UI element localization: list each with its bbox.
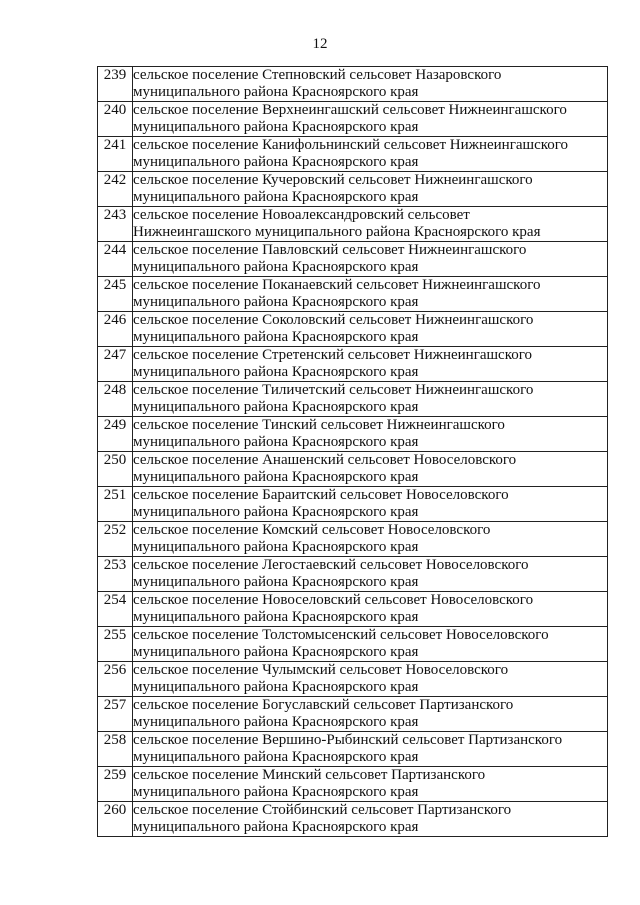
table-row [98,382,608,417]
row-name [133,312,608,347]
row-name-line-2: муниципального района Красноярского края [133,714,419,730]
row-name [133,557,608,592]
row-name [133,732,608,767]
row-name-line-1: сельское поселение Богуславский сельсовет Партизанского [133,697,514,713]
row-name-line-2: муниципального района Красноярского края [133,469,419,485]
table-row [98,277,608,312]
table-row [98,452,608,487]
row-name [133,137,608,172]
table-row [98,417,608,452]
row-number: 241 [98,137,133,172]
row-name [133,277,608,312]
row-name-line-1: сельское поселение Вершино-Рыбинский сельсовет Партизанского [133,732,563,748]
table-row [98,522,608,557]
row-number: 240 [98,102,133,137]
settlements-table [97,66,608,837]
row-number: 259 [98,767,133,802]
row-name-line-1: сельское поселение Комский сельсовет Новоселовского [133,522,491,538]
row-name-line-2: муниципального района Красноярского края [133,364,419,380]
table-row [98,347,608,382]
row-number: 245 [98,277,133,312]
row-name-line-2: Нижнеингашского муниципального района Красноярского края [133,224,541,240]
row-number: 255 [98,627,133,662]
row-name [133,802,608,837]
table-row [98,732,608,767]
row-name [133,627,608,662]
row-name [133,102,608,137]
row-number: 250 [98,452,133,487]
table-row [98,697,608,732]
row-number: 248 [98,382,133,417]
row-name-line-1: сельское поселение Соколовский сельсовет Нижнеингашского [133,312,534,328]
row-name-line-2: муниципального района Красноярского края [133,154,419,170]
row-number: 247 [98,347,133,382]
row-name-line-2: муниципального района Красноярского края [133,574,419,590]
row-name-line-1: сельское поселение Тиличетский сельсовет Нижнеингашского [133,382,534,398]
row-name-line-2: муниципального района Красноярского края [133,749,419,765]
row-name-line-1: сельское поселение Стретенский сельсовет Нижнеингашского [133,347,533,363]
row-name-line-2: муниципального района Красноярского края [133,189,419,205]
row-name [133,522,608,557]
row-number: 258 [98,732,133,767]
row-name [133,697,608,732]
row-name-line-2: муниципального района Красноярского края [133,609,419,625]
row-name [133,592,608,627]
table-row [98,802,608,837]
table-row [98,487,608,522]
row-number: 239 [98,67,133,102]
row-name-line-2: муниципального района Красноярского края [133,119,419,135]
row-name [133,417,608,452]
row-name-line-2: муниципального района Красноярского края [133,259,419,275]
row-name [133,382,608,417]
row-number: 256 [98,662,133,697]
row-name [133,207,608,242]
row-number: 260 [98,802,133,837]
row-name-line-2: муниципального района Красноярского края [133,399,419,415]
row-name-line-1: сельское поселение Минский сельсовет Партизанского [133,767,486,783]
row-name-line-1: сельское поселение Легостаевский сельсовет Новоселовского [133,557,529,573]
row-name-line-2: муниципального района Красноярского края [133,294,419,310]
table-row [98,172,608,207]
row-name [133,452,608,487]
table-row [98,557,608,592]
table-row [98,102,608,137]
row-name-line-1: сельское поселение Верхнеингашский сельсовет Нижнеингашского [133,102,567,118]
row-number: 257 [98,697,133,732]
row-name [133,767,608,802]
row-name-line-2: муниципального района Красноярского края [133,329,419,345]
row-name-line-1: сельское поселение Тинский сельсовет Нижнеингашского [133,417,505,433]
table-row [98,312,608,347]
row-number: 251 [98,487,133,522]
row-number: 253 [98,557,133,592]
row-name-line-1: сельское поселение Толстомысенский сельсовет Новоселовского [133,627,549,643]
row-name-line-1: сельское поселение Павловский сельсовет Нижнеингашского [133,242,527,258]
row-number: 242 [98,172,133,207]
row-number: 246 [98,312,133,347]
row-name-line-2: муниципального района Красноярского края [133,504,419,520]
row-name-line-1: сельское поселение Анашенский сельсовет Новоселовского [133,452,517,468]
row-name [133,487,608,522]
row-name-line-1: сельское поселение Стойбинский сельсовет Партизанского [133,802,512,818]
row-name [133,67,608,102]
table-row [98,662,608,697]
row-name-line-1: сельское поселение Чулымский сельсовет Новоселовского [133,662,509,678]
table-row [98,767,608,802]
row-name-line-2: муниципального района Красноярского края [133,679,419,695]
row-name [133,242,608,277]
page-number: 12 [312,36,328,52]
table-row [98,592,608,627]
table-row [98,242,608,277]
row-name-line-1: сельское поселение Бараитский сельсовет Новоселовского [133,487,509,503]
row-name [133,662,608,697]
row-name-line-1: сельское поселение Поканаевский сельсовет Нижнеингашского [133,277,541,293]
row-name-line-2: муниципального района Красноярского края [133,644,419,660]
row-number: 243 [98,207,133,242]
table-row [98,207,608,242]
row-name-line-1: сельское поселение Степновский сельсовет Назаровского [133,67,502,83]
row-name [133,172,608,207]
row-number: 254 [98,592,133,627]
row-name-line-1: сельское поселение Канифольнинский сельсовет Нижнеингашского [133,137,569,153]
table-row [98,137,608,172]
row-name-line-2: муниципального района Красноярского края [133,539,419,555]
row-number: 252 [98,522,133,557]
table-row [98,67,608,102]
row-number: 249 [98,417,133,452]
row-name-line-1: сельское поселение Кучеровский сельсовет Нижнеингашского [133,172,533,188]
row-name-line-2: муниципального района Красноярского края [133,784,419,800]
row-name-line-2: муниципального района Красноярского края [133,84,419,100]
row-name-line-1: сельское поселение Новоалександровский сельсовет [133,207,470,223]
row-number: 244 [98,242,133,277]
row-name-line-1: сельское поселение Новоселовский сельсовет Новоселовского [133,592,534,608]
table-row [98,627,608,662]
row-name [133,347,608,382]
row-name-line-2: муниципального района Красноярского края [133,819,419,835]
row-name-line-2: муниципального района Красноярского края [133,434,419,450]
